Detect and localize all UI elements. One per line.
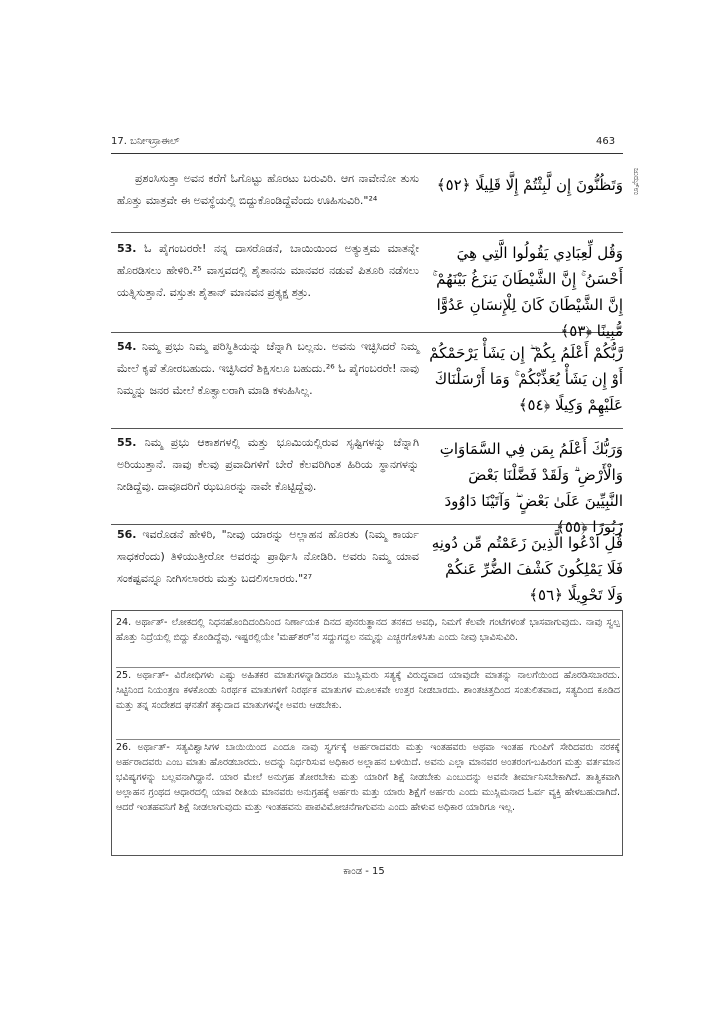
verse-translation bbox=[117, 432, 419, 498]
footnote-number: 24. bbox=[116, 617, 132, 628]
running-header-surah: 17. ಬನೀಇಸ್ರಾಈಲ್ bbox=[111, 136, 180, 147]
footnote-26 bbox=[116, 739, 620, 815]
verse-arabic: قُلِ ادْعُوا الَّذِينَ زَعَمْتُم مِّن دُونِهِ فَلَا يَمْلِكُونَ كَشْفَ الضُّرِّ عَنكُمْ وَلَا تَحْوِيلًا ﴿٥٦﴾ bbox=[431, 534, 623, 604]
verse-text: ನಿಮ್ಮ ಪ್ರಭು ಆಕಾಶಗಳಲ್ಲಿ ಮತ್ತು ಭೂಮಿಯಲ್ಲಿರುವ ಸೃಷ್ಟಿಗಳನ್ನು ಚೆನ್ನಾಗಿ ಅರಿಯುತ್ತಾನೆ. ನಾವು ಕೆಲವು ಪ್ರವಾದಿಗಳಿಗೆ ಬೇರೆ ಕೆಲವರಿಗಿಂತ ಹಿರಿಯ ಸ್ಥಾನಗಳನ್ನು ನೀಡಿದ್ದೆವು. ದಾವೂದರಿಗೆ ಝಬೂರನ್ನು ನಾವೇ ಕೊಟ್ಟಿದ್ದೆವು. bbox=[117, 436, 419, 493]
verse-text: ಪ್ರಶಂಸಿಸುತ್ತಾ ಅವನ ಕರೆಗೆ ಓಗೊಟ್ಟು ಹೊರಟು ಬರುವಿರಿ. ಆಗ ನಾವೇನೋ ತುಸು ಹೊತ್ತು ಮಾತ್ರವೇ ಈ ಅವಸ್ಥೆಯಲ್ಲಿ ಬಿದ್ದುಕೊಂಡಿದ್ದೆವೆಂದು ಊಹಿಸುವಿರಿ."²⁴ bbox=[117, 172, 419, 207]
verse-number: 53. bbox=[117, 242, 137, 255]
side-margin-label: ಜುಝ್ಉ bbox=[632, 168, 641, 196]
verse-text: ಇವರೊಡನೆ ಹೇಳಿರಿ, "ನೀವು ಯಾರನ್ನು ಅಲ್ಲಾಹನ ಹೊರತು (ನಿಮ್ಮ ಕಾರ್ಯ ಸಾಧಕರೆಂದು) ತಿಳಿಯುತ್ತೀರೋ ಅವರನ್ನು ಪ್ರಾರ್ಥಿಸಿ ನೋಡಿರಿ. ಅವರು ನಿಮ್ಮ ಯಾವ ಸಂಕಷ್ಟವನ್ನೂ ನೀಗಿಸಲಾರರು ಮತ್ತು ಬದಲಿಸಲಾರರು."²⁷ bbox=[117, 528, 419, 585]
footnotes-section bbox=[111, 610, 623, 856]
verse-translation bbox=[117, 168, 419, 212]
verse-translation bbox=[117, 336, 419, 402]
verse-arabic: رَّبُّكُمْ أَعْلَمُ بِكُمْ ۖ إِن يَشَأْ يَرْحَمْكُمْ أَوْ إِن يَشَأْ يُعَذِّبْكُمْ ۚ وَمَا أَرْسَلْنَاكَ عَلَيْهِمْ وَكِيلًا ﴿٥٤﴾ bbox=[429, 344, 623, 414]
verse-block-56 bbox=[111, 524, 623, 610]
verses-section bbox=[111, 162, 623, 610]
verse-number: 55. bbox=[117, 436, 137, 449]
page-footer: ಕಾಂಡ - 15 bbox=[343, 866, 385, 877]
footnote-text: ಅರ್ಥಾತ್- ವಿರೋಧಿಗಳು ಎಷ್ಟು ಅಹಿತಕರ ಮಾತುಗಳನ್ನಾಡಿದರೂ ಮುಸ್ಲಿಮರು ಸತ್ಯಕ್ಕೆ ವಿರುದ್ಧವಾದ ಯಾವುದೇ ಮಾತನ್ನು ನಾಲಗೆಯಿಂದ ಹೊರಡಿಸಬಾರದು. ಸಿಟ್ಟಿನಿಂದ ನಿಯಂತ್ರಣ ಕಳಕೊಂಡು ನಿರರ್ಥಕ ಮಾತುಗಳಿಗೆ ನಿರರ್ಥಕ ಮಾತುಗಳ ಮೂಲಕವೇ ಉತ್ತರ ನೀಡಬಾರದು. ಶಾಂತಚಿತ್ತದಿಂದ ಸಂತುಲಿತವಾದ, ಸತ್ಯದಿಂದ ಕೂಡಿದ ಮತ್ತು ತನ್ನ ಸಂದೇಶದ ಘನತೆಗೆ ತಕ್ಕುದಾದ ಮಾತುಗಳನ್ನೇ ಅವರು ಆಡಬೇಕು. bbox=[116, 670, 620, 711]
verse-text: ಓ ಪೈಗಂಬರರೇ! ನನ್ನ ದಾಸರೊಡನೆ, ಬಾಯಿಯಿಂದ ಅತ್ಯುತ್ತಮ ಮಾತನ್ನೇ ಹೊರಡಿಸಲು ಹೇಳಿರಿ.²⁵ ವಾಸ್ತವದಲ್ಲಿ ಶೈತಾನನು ಮಾನವರ ನಡುವೆ ಪಿತೂರಿ ನಡೆಸಲು ಯತ್ನಿಸುತ್ತಾನೆ. ವಸ್ತುತಃ ಶೈತಾನ್ ಮಾನವನ ಪ್ರತ್ಯಕ್ಷ ಶತ್ರು. bbox=[117, 242, 419, 299]
verse-arabic: وَقُل لِّعِبَادِي يَقُولُوا الَّتِي هِيَ أَحْسَنُ ۚ إِنَّ الشَّيْطَانَ يَنزَغُ بَيْنَهُمْ ۚ إِنَّ الشَّيْطَانَ كَانَ لِلْإِنسَانِ عَدُوًّا مُّبِينًا ﴿٥٣﴾ bbox=[432, 244, 623, 340]
header-divider bbox=[111, 153, 623, 154]
verse-number: 56. bbox=[117, 528, 137, 541]
verse-block-54 bbox=[111, 332, 623, 429]
footnote-text: ಅರ್ಥಾತ್- ಸತ್ಯವಿಶ್ವಾಸಿಗಳ ಬಾಯಿಯಿಂದ ಎಂದೂ ನಾವು ಸ್ವರ್ಗಕ್ಕೆ ಅರ್ಹರಾದವರು ಮತ್ತು ಇಂತಹವರು ಅಥವಾ ಇಂತಹ ಗುಂಪಿಗೆ ಸೇರಿದವರು ನರಕಕ್ಕೆ ಅರ್ಹರಾದವರು ಎಂಬ ಮಾತು ಹೊರಡಬಾರದು. ಅದನ್ನು ನಿರ್ಧರಿಸುವ ಅಧಿಕಾರ ಅಲ್ಲಾಹನ ಬಳಿಯಿದೆ. ಅವನು ಎಲ್ಲಾ ಮಾನವರ ಅಂತರಂಗ-ಬಹಿರಂಗ ಮತ್ತು ವರ್ತಮಾನ ಭವಿಷ್ಯಗಳನ್ನು ಬಲ್ಲವನಾಗಿದ್ದಾನೆ. ಯಾರ ಮೇಲೆ ಅನುಗ್ರಹ ತೋರಬೇಕು ಮತ್ತು ಯಾರಿಗೆ ಶಿಕ್ಷೆ ನೀಡಬೇಕು ಎಂಬುದನ್ನು ಅವನೇ ತೀರ್ಮಾನಿಸಬೇಕಾಗಿದೆ. ತಾತ್ವಿಕವಾಗಿ ಅಲ್ಲಾಹನ ಗ್ರಂಥದ ಆಧಾರದಲ್ಲಿ ಯಾವ ರೀತಿಯ ಮಾನವರು ಅನುಗ್ರಹಕ್ಕೆ ಅರ್ಹರು ಮತ್ತು ಯಾರು ಶಿಕ್ಷೆಗೆ ಅರ್ಹರು ಎಂದು ಮುಸ್ಲಿಮನಾದ ಓರ್ವ ವ್ಯಕ್ತಿ ಹೇಳಬಹುದಾಗಿದೆ. ಆದರೆ ಇಂತಹವನಿಗೆ ಶಿಕ್ಷೆ ನೀಡಲಾಗುವುದು ಮತ್ತು ಇಂತಹವನು ಪಾಪವಿಮೋಚನೆಗಾಗುವನು ಎಂದು ಹೇಳುವ ಅಧಿಕಾರ ಯಾರಿಗೂ ಇಲ್ಲ. bbox=[116, 742, 620, 813]
verse-number: 54. bbox=[117, 340, 137, 353]
verse-text: ನಿಮ್ಮ ಪ್ರಭು ನಿಮ್ಮ ಪರಿಸ್ಥಿತಿಯನ್ನು ಚೆನ್ನಾಗಿ ಬಲ್ಲನು. ಅವನು ಇಚ್ಛಿಸಿದರೆ ನಿಮ್ಮ ಮೇಲೆ ಕೃಪೆ ತೋರಬಹುದು. ಇಚ್ಛಿಸಿದರೆ ಶಿಕ್ಷಿಸಲೂ ಬಹುದು.²⁶ ಓ ಪೈಗಂಬರರೇ! ನಾವು ನಿಮ್ಮನ್ನು ಜನರ ಮೇಲೆ ಕೊತ್ವಾಲರಾಗಿ ಮಾಡಿ ಕಳುಹಿಸಿಲ್ಲ. bbox=[117, 340, 420, 397]
verse-translation bbox=[117, 238, 419, 304]
footnote-25 bbox=[116, 667, 620, 713]
footnote-24 bbox=[116, 615, 620, 645]
footnote-number: 26. bbox=[116, 742, 132, 753]
footnote-text: ಅರ್ಥಾತ್- ಲೋಕದಲ್ಲಿ ನಿಧನಹೊಂದಿದಂದಿನಿಂದ ನಿರ್ಣಾಯಕ ದಿನದ ಪುನರುತ್ಥಾನದ ತನಕದ ಅವಧಿ, ನಿಮಗೆ ಕೆಲವೇ ಗಂಟೆಗಳಂತೆ ಭಾಸವಾಗುವುದು. ನಾವು ಸ್ವಲ್ಪ ಹೊತ್ತು ನಿದ್ರೆಯಲ್ಲಿ ಬಿದ್ದು ಕೊಂಡಿದ್ದೆವು. ಇಷ್ಟರಲ್ಲಿಯೇ 'ಮಹ್‌ಶರ್'ನ ಸದ್ದುಗದ್ದಲ ನಮ್ಮನ್ನು ಎಚ್ಚರಗೊಳಿಸಿತು ಎಂದು ನೀವು ಭಾವಿಸುವಿರಿ. bbox=[116, 617, 620, 643]
verse-block-52 bbox=[111, 162, 623, 233]
verse-block-53 bbox=[111, 232, 623, 340]
verse-arabic: وَرَبُّكَ أَعْلَمُ بِمَن فِي السَّمَاوَاتِ وَالْأَرْضِ ۗ وَلَقَدْ فَضَّلْنَا بَعْضَ النَّبِيِّينَ عَلَىٰ بَعْضٍ ۖ وَآتَيْنَا دَاوُودَ زَبُورًا ﴿٥٥﴾ bbox=[439, 440, 623, 536]
verse-translation bbox=[117, 524, 419, 590]
page-number: 463 bbox=[596, 136, 616, 147]
footnote-number: 25. bbox=[116, 670, 132, 681]
verse-arabic: وَتَظُنُّونَ إِن لَّبِثْتُمْ إِلَّا قَلِيلًا ﴿٥٢﴾ bbox=[436, 176, 623, 194]
